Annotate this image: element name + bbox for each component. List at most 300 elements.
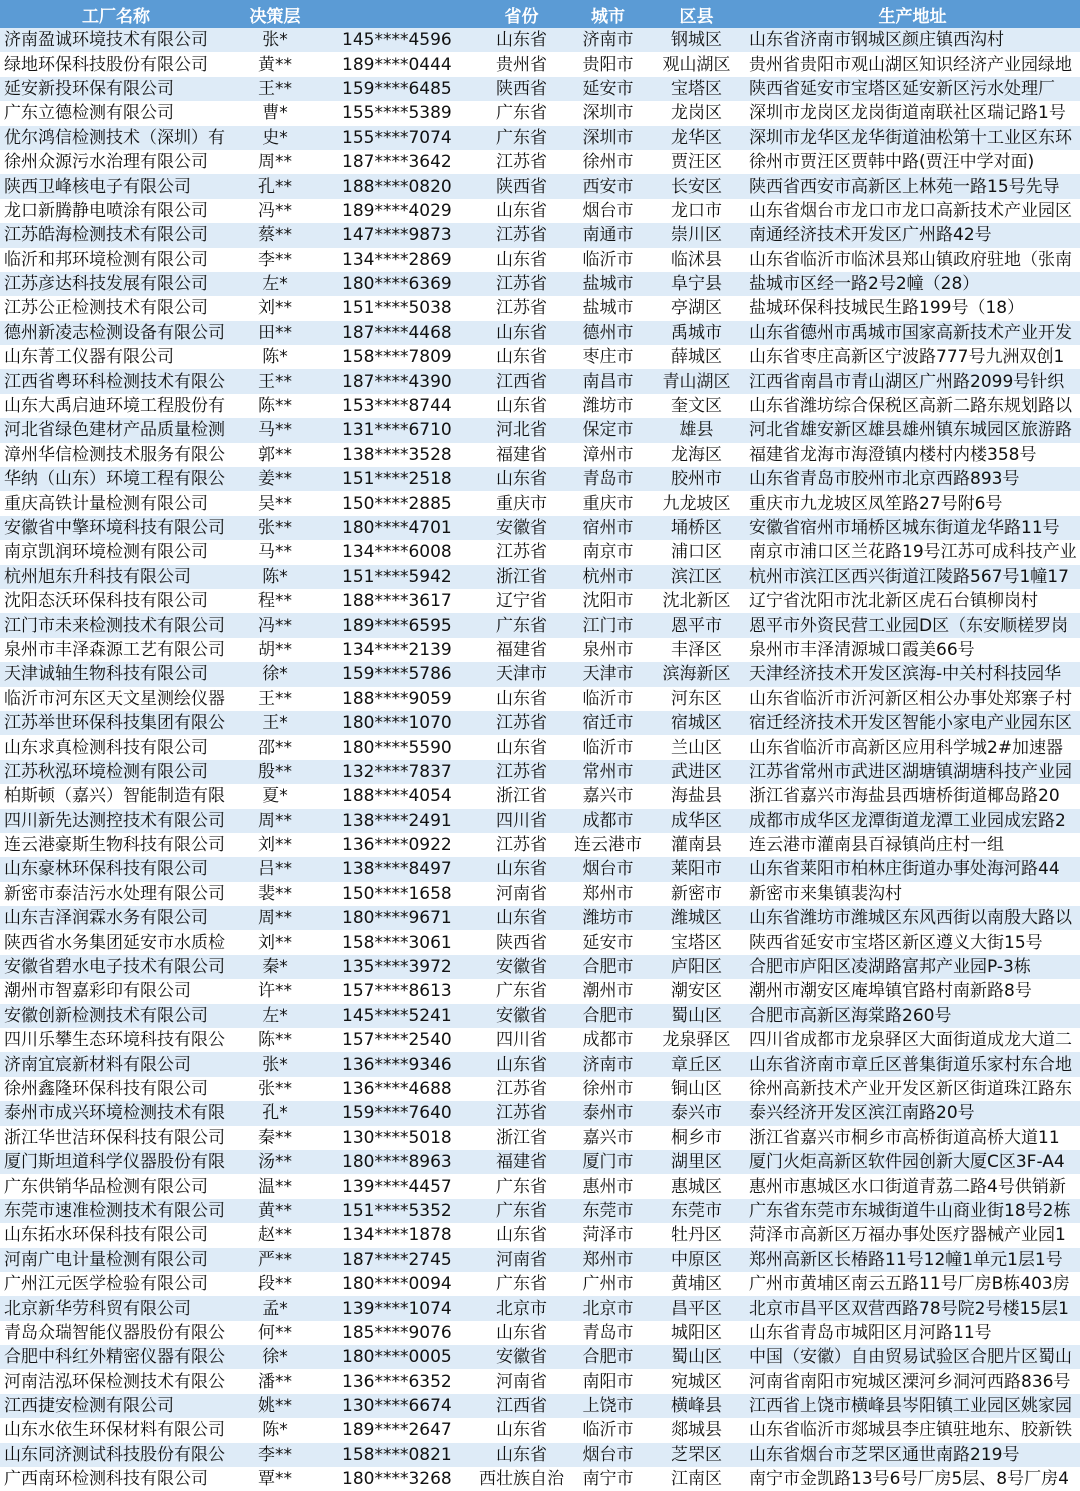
province-cell: 山东省 bbox=[475, 248, 568, 272]
factory-name-cell: 山东豪林环保科技有限公司 bbox=[0, 857, 232, 881]
table-row bbox=[0, 1004, 1080, 1028]
province-cell: 浙江省 bbox=[475, 1126, 568, 1150]
address-cell: 中国（安徽）自由贸易试验区合肥片区蜀山 bbox=[745, 1345, 1080, 1369]
table-row bbox=[0, 223, 1080, 247]
decision-maker-cell: 段** bbox=[232, 1272, 318, 1296]
factory-name-cell: 青岛众瑞智能仪器股份有限公 bbox=[0, 1321, 232, 1345]
table-row bbox=[0, 1101, 1080, 1125]
city-cell: 烟台市 bbox=[568, 199, 648, 223]
phone-cell: 189****4029 bbox=[318, 199, 475, 223]
factory-name-cell: 天津诚轴生物科技有限公司 bbox=[0, 662, 232, 686]
address-cell: 山东省烟台市芝罘区通世南路219号 bbox=[745, 1443, 1080, 1467]
address-cell: 陕西省延安市宝塔区新区遵义大街15号 bbox=[745, 930, 1080, 954]
phone-cell: 136****6352 bbox=[318, 1369, 475, 1393]
address-cell: 南通经济技术开发区广州路42号 bbox=[745, 223, 1080, 247]
city-cell: 北京市 bbox=[568, 1296, 648, 1320]
address-cell: 泰兴经济开发区滨江南路20号 bbox=[745, 1101, 1080, 1125]
address-cell: 广州市黄埔区南云五路11号厂房B栋403房 bbox=[745, 1272, 1080, 1296]
city-cell: 广州市 bbox=[568, 1272, 648, 1296]
phone-cell: 158****7809 bbox=[318, 345, 475, 369]
province-cell: 江苏省 bbox=[475, 296, 568, 320]
factory-name-cell: 江门市未来检测技术有限公司 bbox=[0, 613, 232, 637]
province-cell: 广东省 bbox=[475, 1199, 568, 1223]
district-cell: 牡丹区 bbox=[648, 1223, 745, 1247]
table-row bbox=[0, 1150, 1080, 1174]
district-cell: 铜山区 bbox=[648, 1077, 745, 1101]
province-cell: 安徽省 bbox=[475, 516, 568, 540]
address-cell: 江苏省常州市武进区湖塘镇湖塘科技产业园 bbox=[745, 760, 1080, 784]
phone-cell: 134****6008 bbox=[318, 540, 475, 564]
address-cell: 合肥市高新区海棠路260号 bbox=[745, 1004, 1080, 1028]
table-row bbox=[0, 662, 1080, 686]
factory-name-cell: 四川新先达测控技术有限公司 bbox=[0, 809, 232, 833]
province-cell: 安徽省 bbox=[475, 955, 568, 979]
table-row bbox=[0, 77, 1080, 101]
decision-maker-cell: 姜** bbox=[232, 467, 318, 491]
district-cell: 城阳区 bbox=[648, 1321, 745, 1345]
factory-name-cell: 重庆高铁计量检测有限公司 bbox=[0, 491, 232, 515]
decision-maker-cell: 蔡** bbox=[232, 223, 318, 247]
phone-cell: 134****1878 bbox=[318, 1223, 475, 1247]
table-row bbox=[0, 565, 1080, 589]
city-cell: 盐城市 bbox=[568, 272, 648, 296]
factory-name-cell: 江苏彦达科技发展有限公司 bbox=[0, 272, 232, 296]
decision-maker-cell: 严** bbox=[232, 1248, 318, 1272]
city-cell: 深圳市 bbox=[568, 126, 648, 150]
city-cell: 厦门市 bbox=[568, 1150, 648, 1174]
province-cell: 山东省 bbox=[475, 906, 568, 930]
factory-name-cell: 陕西省水务集团延安市水质检 bbox=[0, 930, 232, 954]
table-row bbox=[0, 540, 1080, 564]
province-cell: 浙江省 bbox=[475, 565, 568, 589]
address-cell: 山东省潍坊市潍城区东风西街以南殷大路以 bbox=[745, 906, 1080, 930]
factory-name-cell: 河南广电计量检测有限公司 bbox=[0, 1248, 232, 1272]
decision-maker-cell: 孔* bbox=[232, 1101, 318, 1125]
factory-name-cell: 安徽省碧水电子技术有限公司 bbox=[0, 955, 232, 979]
factory-name-cell: 沈阳态沃环保科技有限公司 bbox=[0, 589, 232, 613]
district-cell: 芝罘区 bbox=[648, 1443, 745, 1467]
address-cell: 山东省济南市钢城区颜庄镇西沟村 bbox=[745, 28, 1080, 52]
factory-name-cell: 合肥中科红外精密仪器有限公 bbox=[0, 1345, 232, 1369]
factory-name-cell: 济南盈诚环境技术有限公司 bbox=[0, 28, 232, 52]
district-cell: 龙岗区 bbox=[648, 101, 745, 125]
table-row bbox=[0, 369, 1080, 393]
city-cell: 德州市 bbox=[568, 321, 648, 345]
address-cell: 山东省德州市禹城市国家高新技术产业开发 bbox=[745, 321, 1080, 345]
factory-name-cell: 泉州市丰泽森源工艺有限公司 bbox=[0, 638, 232, 662]
district-cell: 观山湖区 bbox=[648, 52, 745, 76]
decision-maker-cell: 刘** bbox=[232, 296, 318, 320]
district-cell: 江南区 bbox=[648, 1467, 745, 1491]
phone-cell: 138****2491 bbox=[318, 809, 475, 833]
district-cell: 潮安区 bbox=[648, 979, 745, 1003]
table-row bbox=[0, 1418, 1080, 1442]
district-cell: 埇桥区 bbox=[648, 516, 745, 540]
phone-cell: 151****2518 bbox=[318, 467, 475, 491]
decision-maker-cell: 裴** bbox=[232, 882, 318, 906]
decision-maker-cell: 陈** bbox=[232, 394, 318, 418]
address-cell: 深圳市龙岗区龙岗街道南联社区瑞记路1号 bbox=[745, 101, 1080, 125]
province-cell: 广东省 bbox=[475, 126, 568, 150]
factory-name-cell: 临沂市河东区天文星测绘仪器 bbox=[0, 687, 232, 711]
address-cell: 河北省雄安新区雄县雄州镇东城园区旅游路 bbox=[745, 418, 1080, 442]
province-cell: 福建省 bbox=[475, 443, 568, 467]
city-cell: 宿迁市 bbox=[568, 711, 648, 735]
province-cell: 山东省 bbox=[475, 1052, 568, 1076]
factory-name-cell: 漳州华信检测技术服务有限公 bbox=[0, 443, 232, 467]
table-row bbox=[0, 1199, 1080, 1223]
table-row bbox=[0, 1077, 1080, 1101]
province-cell: 安徽省 bbox=[475, 1004, 568, 1028]
district-cell: 海盐县 bbox=[648, 784, 745, 808]
address-cell: 山东省莱阳市柏林庄街道办事处海河路44 bbox=[745, 857, 1080, 881]
decision-maker-cell: 曹* bbox=[232, 101, 318, 125]
phone-cell: 159****5786 bbox=[318, 662, 475, 686]
factory-name-cell: 南京凯润环境检测有限公司 bbox=[0, 540, 232, 564]
city-cell: 常州市 bbox=[568, 760, 648, 784]
table-row bbox=[0, 1028, 1080, 1052]
table-row bbox=[0, 1052, 1080, 1076]
decision-maker-cell: 孟* bbox=[232, 1296, 318, 1320]
table-row bbox=[0, 1321, 1080, 1345]
address-cell: 盐城市区经一路2号2幢（28） bbox=[745, 272, 1080, 296]
factory-name-cell: 江西省粤环科检测技术有限公 bbox=[0, 369, 232, 393]
address-cell: 天津经济技术开发区滨海-中关村科技园华 bbox=[745, 662, 1080, 686]
district-cell: 亭湖区 bbox=[648, 296, 745, 320]
province-cell: 贵州省 bbox=[475, 52, 568, 76]
decision-maker-cell: 吴** bbox=[232, 491, 318, 515]
city-cell: 南通市 bbox=[568, 223, 648, 247]
factory-name-cell: 广东供销华品检测有限公司 bbox=[0, 1174, 232, 1198]
decision-maker-cell: 周** bbox=[232, 809, 318, 833]
district-cell: 泰兴市 bbox=[648, 1101, 745, 1125]
factory-name-cell: 泰州市成兴环境检测技术有限 bbox=[0, 1101, 232, 1125]
phone-cell: 155****5389 bbox=[318, 101, 475, 125]
city-cell: 潍坊市 bbox=[568, 394, 648, 418]
factory-name-cell: 广东立德检测有限公司 bbox=[0, 101, 232, 125]
address-cell: 浙江省嘉兴市海盐县西塘桥街道椰岛路20 bbox=[745, 784, 1080, 808]
address-cell: 广东省东莞市东城街道牛山商业街18号2栋 bbox=[745, 1199, 1080, 1223]
city-cell: 连云港市 bbox=[568, 833, 648, 857]
district-cell: 临沭县 bbox=[648, 248, 745, 272]
address-cell: 徐州市贾汪区贾韩中路(贾汪中学对面) bbox=[745, 150, 1080, 174]
decision-maker-cell: 许** bbox=[232, 979, 318, 1003]
table-row bbox=[0, 28, 1080, 52]
factory-name-cell: 潮州市智嘉彩印有限公司 bbox=[0, 979, 232, 1003]
phone-cell: 157****8613 bbox=[318, 979, 475, 1003]
district-cell: 滨江区 bbox=[648, 565, 745, 589]
phone-cell: 180****5590 bbox=[318, 735, 475, 759]
table-row bbox=[0, 467, 1080, 491]
province-cell: 山东省 bbox=[475, 321, 568, 345]
city-cell: 烟台市 bbox=[568, 857, 648, 881]
table-row bbox=[0, 735, 1080, 759]
factory-name-cell: 东莞市速准检测技术有限公司 bbox=[0, 1199, 232, 1223]
factory-name-cell: 新密市泰洁污水处理有限公司 bbox=[0, 882, 232, 906]
table-row bbox=[0, 101, 1080, 125]
phone-cell: 189****2647 bbox=[318, 1418, 475, 1442]
province-cell: 江苏省 bbox=[475, 1077, 568, 1101]
table-row bbox=[0, 174, 1080, 198]
factory-name-cell: 江苏公正检测技术有限公司 bbox=[0, 296, 232, 320]
decision-maker-cell: 殷** bbox=[232, 760, 318, 784]
city-cell: 济南市 bbox=[568, 28, 648, 52]
province-cell: 河南省 bbox=[475, 1248, 568, 1272]
address-cell: 陕西省西安市高新区上林苑一路15号先导 bbox=[745, 174, 1080, 198]
province-cell: 山东省 bbox=[475, 1321, 568, 1345]
factory-name-cell: 山东大禹启迪环境工程股份有 bbox=[0, 394, 232, 418]
province-cell: 福建省 bbox=[475, 638, 568, 662]
table-row bbox=[0, 52, 1080, 76]
city-cell: 盐城市 bbox=[568, 296, 648, 320]
city-cell: 南京市 bbox=[568, 540, 648, 564]
header-city: 城市 bbox=[568, 0, 648, 28]
decision-maker-cell: 周** bbox=[232, 150, 318, 174]
address-cell: 贵州省贵阳市观山湖区知识经济产业园绿地 bbox=[745, 52, 1080, 76]
table-row bbox=[0, 589, 1080, 613]
decision-maker-cell: 李** bbox=[232, 248, 318, 272]
phone-cell: 157****2540 bbox=[318, 1028, 475, 1052]
district-cell: 武进区 bbox=[648, 760, 745, 784]
city-cell: 重庆市 bbox=[568, 491, 648, 515]
table-row bbox=[0, 321, 1080, 345]
table-row bbox=[0, 638, 1080, 662]
decision-maker-cell: 陈* bbox=[232, 1418, 318, 1442]
table-row bbox=[0, 1345, 1080, 1369]
address-cell: 四川省成都市龙泉驿区大面街道成龙大道二 bbox=[745, 1028, 1080, 1052]
header-decision-maker: 决策层 bbox=[232, 0, 318, 28]
district-cell: 九龙坡区 bbox=[648, 491, 745, 515]
address-cell: 徐州高新技术产业开发区新区街道珠江路东 bbox=[745, 1077, 1080, 1101]
city-cell: 郑州市 bbox=[568, 1248, 648, 1272]
factory-name-cell: 厦门斯坦道科学仪器股份有限 bbox=[0, 1150, 232, 1174]
address-cell: 浙江省嘉兴市桐乡市高桥街道高桥大道11 bbox=[745, 1126, 1080, 1150]
phone-cell: 187****4390 bbox=[318, 369, 475, 393]
city-cell: 成都市 bbox=[568, 1028, 648, 1052]
district-cell: 黄埔区 bbox=[648, 1272, 745, 1296]
district-cell: 钢城区 bbox=[648, 28, 745, 52]
address-cell: 山东省烟台市龙口市龙口高新技术产业园区 bbox=[745, 199, 1080, 223]
decision-maker-cell: 秦* bbox=[232, 955, 318, 979]
phone-cell: 151****5942 bbox=[318, 565, 475, 589]
decision-maker-cell: 赵** bbox=[232, 1223, 318, 1247]
province-cell: 山东省 bbox=[475, 1443, 568, 1467]
table-row bbox=[0, 1443, 1080, 1467]
table-row bbox=[0, 833, 1080, 857]
phone-cell: 188****3617 bbox=[318, 589, 475, 613]
city-cell: 合肥市 bbox=[568, 955, 648, 979]
city-cell: 漳州市 bbox=[568, 443, 648, 467]
district-cell: 新密市 bbox=[648, 882, 745, 906]
table-row bbox=[0, 1174, 1080, 1198]
address-cell: 安徽省宿州市埇桥区城东街道龙华路11号 bbox=[745, 516, 1080, 540]
province-cell: 山东省 bbox=[475, 199, 568, 223]
province-cell: 江苏省 bbox=[475, 223, 568, 247]
phone-cell: 134****2139 bbox=[318, 638, 475, 662]
address-cell: 菏泽市高新区万福办事处医疗器械产业园1 bbox=[745, 1223, 1080, 1247]
factory-name-cell: 山东水依生环保材料有限公司 bbox=[0, 1418, 232, 1442]
factory-name-cell: 济南宜宸新材料有限公司 bbox=[0, 1052, 232, 1076]
district-cell: 禹城市 bbox=[648, 321, 745, 345]
decision-maker-cell: 田** bbox=[232, 321, 318, 345]
phone-cell: 188****4054 bbox=[318, 784, 475, 808]
decision-maker-cell: 王* bbox=[232, 711, 318, 735]
decision-maker-cell: 刘** bbox=[232, 833, 318, 857]
address-cell: 北京市昌平区双营西路78号院2号楼15层1 bbox=[745, 1296, 1080, 1320]
table-row bbox=[0, 1369, 1080, 1393]
district-cell: 奎文区 bbox=[648, 394, 745, 418]
city-cell: 杭州市 bbox=[568, 565, 648, 589]
address-cell: 潮州市潮安区庵埠镇官路村南新路8号 bbox=[745, 979, 1080, 1003]
address-cell: 合肥市庐阳区凌湖路富邦产业园P-3栋 bbox=[745, 955, 1080, 979]
province-cell: 西壮族自治 bbox=[475, 1467, 568, 1491]
city-cell: 合肥市 bbox=[568, 1004, 648, 1028]
province-cell: 陕西省 bbox=[475, 174, 568, 198]
table-row bbox=[0, 199, 1080, 223]
city-cell: 泰州市 bbox=[568, 1101, 648, 1125]
decision-maker-cell: 郭** bbox=[232, 443, 318, 467]
phone-cell: 189****0444 bbox=[318, 52, 475, 76]
factory-name-cell: 陕西卫峰核电子有限公司 bbox=[0, 174, 232, 198]
district-cell: 灌南县 bbox=[648, 833, 745, 857]
decision-maker-cell: 秦** bbox=[232, 1126, 318, 1150]
phone-cell: 158****3061 bbox=[318, 930, 475, 954]
table-row bbox=[0, 930, 1080, 954]
phone-cell: 180****9671 bbox=[318, 906, 475, 930]
address-cell: 厦门火炬高新区软件园创新大厦C区3F-A4 bbox=[745, 1150, 1080, 1174]
phone-cell: 139****1074 bbox=[318, 1296, 475, 1320]
district-cell: 宝塔区 bbox=[648, 930, 745, 954]
address-cell: 连云港市灌南县百禄镇尚庄村一组 bbox=[745, 833, 1080, 857]
city-cell: 南宁市 bbox=[568, 1467, 648, 1491]
phone-cell: 180****4701 bbox=[318, 516, 475, 540]
factory-name-cell: 安徽创新检测技术有限公司 bbox=[0, 1004, 232, 1028]
phone-cell: 187****3642 bbox=[318, 150, 475, 174]
factory-name-cell: 山东菁工仪器有限公司 bbox=[0, 345, 232, 369]
header-province: 省份 bbox=[475, 0, 568, 28]
table-row bbox=[0, 1296, 1080, 1320]
province-cell: 江苏省 bbox=[475, 760, 568, 784]
district-cell: 宝塔区 bbox=[648, 77, 745, 101]
factory-name-cell: 徐州众源污水治理有限公司 bbox=[0, 150, 232, 174]
district-cell: 庐阳区 bbox=[648, 955, 745, 979]
phone-cell: 180****1070 bbox=[318, 711, 475, 735]
decision-maker-cell: 徐* bbox=[232, 1345, 318, 1369]
city-cell: 潍坊市 bbox=[568, 906, 648, 930]
city-cell: 深圳市 bbox=[568, 101, 648, 125]
city-cell: 临沂市 bbox=[568, 1418, 648, 1442]
table-row bbox=[0, 760, 1080, 784]
decision-maker-cell: 李** bbox=[232, 1443, 318, 1467]
district-cell: 莱阳市 bbox=[648, 857, 745, 881]
table-body bbox=[0, 28, 1080, 1491]
district-cell: 龙海区 bbox=[648, 443, 745, 467]
phone-cell: 139****4457 bbox=[318, 1174, 475, 1198]
province-cell: 山东省 bbox=[475, 467, 568, 491]
city-cell: 宿州市 bbox=[568, 516, 648, 540]
province-cell: 陕西省 bbox=[475, 930, 568, 954]
phone-cell: 136****9346 bbox=[318, 1052, 475, 1076]
table-row bbox=[0, 687, 1080, 711]
factory-name-cell: 延安新投环保有限公司 bbox=[0, 77, 232, 101]
table-row bbox=[0, 296, 1080, 320]
address-cell: 山东省潍坊综合保税区高新二路东规划路以 bbox=[745, 394, 1080, 418]
decision-maker-cell: 张* bbox=[232, 28, 318, 52]
address-cell: 山东省青岛市胶州市北京西路893号 bbox=[745, 467, 1080, 491]
decision-maker-cell: 温** bbox=[232, 1174, 318, 1198]
province-cell: 江苏省 bbox=[475, 1101, 568, 1125]
phone-cell: 132****7837 bbox=[318, 760, 475, 784]
phone-cell: 151****5038 bbox=[318, 296, 475, 320]
table-row bbox=[0, 979, 1080, 1003]
city-cell: 上饶市 bbox=[568, 1394, 648, 1418]
district-cell: 胶州市 bbox=[648, 467, 745, 491]
province-cell: 江苏省 bbox=[475, 540, 568, 564]
province-cell: 广东省 bbox=[475, 979, 568, 1003]
district-cell: 中原区 bbox=[648, 1248, 745, 1272]
district-cell: 昌平区 bbox=[648, 1296, 745, 1320]
table-row bbox=[0, 248, 1080, 272]
district-cell: 蜀山区 bbox=[648, 1004, 745, 1028]
district-cell: 龙口市 bbox=[648, 199, 745, 223]
decision-maker-cell: 刘** bbox=[232, 930, 318, 954]
decision-maker-cell: 张* bbox=[232, 1052, 318, 1076]
table-row bbox=[0, 955, 1080, 979]
province-cell: 河北省 bbox=[475, 418, 568, 442]
address-cell: 福建省龙海市海澄镇内楼村内楼358号 bbox=[745, 443, 1080, 467]
city-cell: 延安市 bbox=[568, 77, 648, 101]
address-cell: 山东省济南市章丘区普集街道乐家村东合地 bbox=[745, 1052, 1080, 1076]
decision-maker-cell: 马** bbox=[232, 418, 318, 442]
city-cell: 贵阳市 bbox=[568, 52, 648, 76]
phone-cell: 159****6485 bbox=[318, 77, 475, 101]
province-cell: 安徽省 bbox=[475, 1345, 568, 1369]
phone-cell: 130****6674 bbox=[318, 1394, 475, 1418]
factory-name-cell: 广州江元医学检验有限公司 bbox=[0, 1272, 232, 1296]
district-cell: 宛城区 bbox=[648, 1369, 745, 1393]
factory-name-cell: 徐州鑫隆环保科技有限公司 bbox=[0, 1077, 232, 1101]
decision-maker-cell: 史* bbox=[232, 126, 318, 150]
city-cell: 郑州市 bbox=[568, 882, 648, 906]
city-cell: 枣庄市 bbox=[568, 345, 648, 369]
city-cell: 成都市 bbox=[568, 809, 648, 833]
table-row bbox=[0, 516, 1080, 540]
province-cell: 山东省 bbox=[475, 687, 568, 711]
district-cell: 湖里区 bbox=[648, 1150, 745, 1174]
decision-maker-cell: 王** bbox=[232, 687, 318, 711]
province-cell: 陕西省 bbox=[475, 77, 568, 101]
decision-maker-cell: 黄** bbox=[232, 1199, 318, 1223]
factory-name-cell: 龙口新腾静电喷涂有限公司 bbox=[0, 199, 232, 223]
city-cell: 南阳市 bbox=[568, 1369, 648, 1393]
table-row bbox=[0, 1223, 1080, 1247]
province-cell: 山东省 bbox=[475, 857, 568, 881]
district-cell: 阜宁县 bbox=[648, 272, 745, 296]
province-cell: 辽宁省 bbox=[475, 589, 568, 613]
factory-name-cell: 浙江华世洁环保科技有限公司 bbox=[0, 1126, 232, 1150]
decision-maker-cell: 潘** bbox=[232, 1369, 318, 1393]
province-cell: 天津市 bbox=[475, 662, 568, 686]
province-cell: 江苏省 bbox=[475, 272, 568, 296]
address-cell: 盐城环保科技城民生路199号（18） bbox=[745, 296, 1080, 320]
address-cell: 深圳市龙华区龙华街道油松第十工业区东环 bbox=[745, 126, 1080, 150]
phone-cell: 145****5241 bbox=[318, 1004, 475, 1028]
district-cell: 东莞市 bbox=[648, 1199, 745, 1223]
factory-name-cell: 广西南环检测科技有限公司 bbox=[0, 1467, 232, 1491]
factory-name-cell: 柏斯顿（嘉兴）智能制造有限 bbox=[0, 784, 232, 808]
factory-name-cell: 山东同济测试科技股份有限公 bbox=[0, 1443, 232, 1467]
address-cell: 江西省南昌市青山湖区广州路2099号针织 bbox=[745, 369, 1080, 393]
